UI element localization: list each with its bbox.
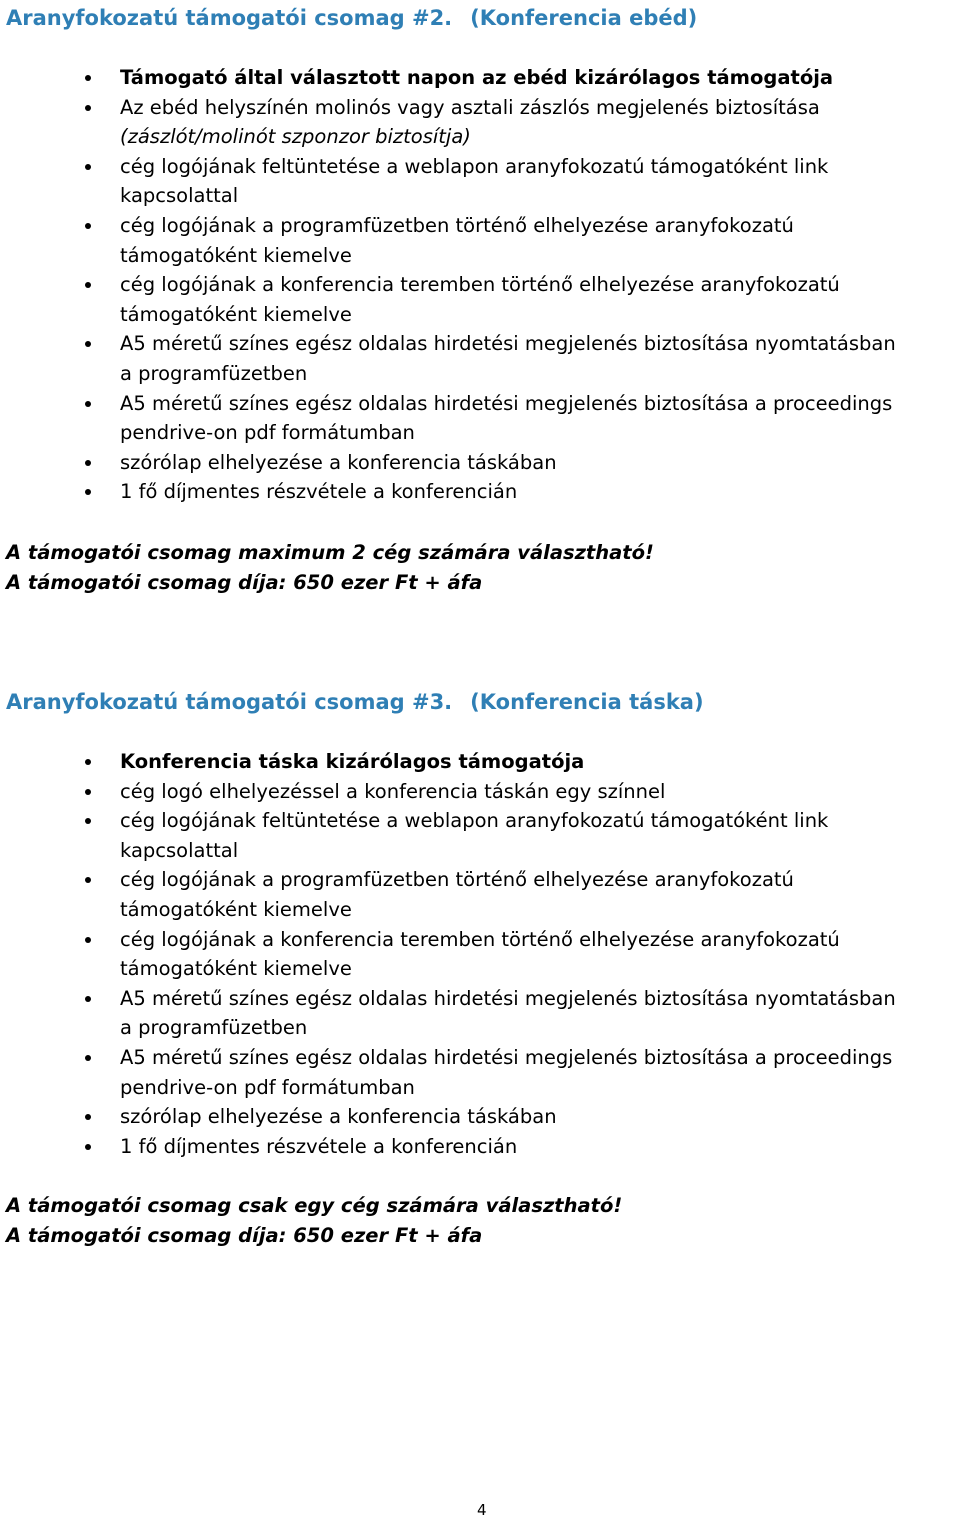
list-item: [0, 1102, 960, 1132]
benefit-list: [0, 747, 960, 1161]
list-item-text-cont: a programfüzetben: [120, 361, 308, 385]
list-item-text: 1 fő díjmentes részvétele a konferencián: [120, 480, 518, 504]
list-item-text-cont: kapcsolattal: [120, 838, 239, 862]
package-heading: [6, 2, 697, 34]
list-item: [0, 477, 960, 507]
list-item-text: A5 méretű színes egész oldalas hirdetési megjelenés biztosítása a proceedings: [120, 391, 893, 415]
list-item: [0, 270, 960, 329]
list-item-text: A5 méretű színes egész oldalas hirdetési megjelenés biztosítása nyomtatásban: [120, 332, 896, 356]
availability-note: A támogatói csomag maximum 2 cég számára választható!: [6, 541, 654, 564]
list-item-note: (zászlót/molinót szponzor biztosítja): [120, 125, 471, 149]
bullet-icon: [85, 1055, 91, 1061]
list-item-text: cég logó elhelyezéssel a konferencia táskán egy színnel: [120, 779, 666, 803]
list-item: [0, 1132, 960, 1162]
list-item-text: 1 fő díjmentes részvétele a konferencián: [120, 1134, 518, 1158]
benefit-list: [0, 63, 960, 507]
list-item-text: Konferencia táska kizárólagos támogatója: [120, 750, 585, 773]
list-item-text: cég logójának a programfüzetben történő elhelyezése aranyfokozatú: [120, 213, 794, 237]
list-item: [0, 152, 960, 211]
bullet-icon: [85, 1114, 91, 1120]
bullet-icon: [85, 789, 91, 795]
bullet-icon: [85, 223, 91, 229]
price-note: A támogatói csomag díja: 650 ezer Ft + áfa: [6, 1223, 483, 1247]
list-item-text: cég logójának feltüntetése a weblapon aranyfokozatú támogatóként link: [120, 809, 829, 833]
bullet-icon: [85, 818, 91, 824]
package-title: Aranyfokozatú támogatói csomag #2.: [6, 6, 453, 30]
list-item-text-cont: támogatóként kiemelve: [120, 897, 352, 921]
list-item: [0, 984, 960, 1043]
bullet-icon: [85, 401, 91, 407]
bullet-icon: [85, 460, 91, 466]
bullet-icon: [85, 1144, 91, 1150]
bullet-icon: [85, 877, 91, 883]
package-title: Aranyfokozatú támogatói csomag #3.: [6, 690, 453, 714]
list-item-text: Támogató által választott napon az ebéd kizárólagos támogatója: [120, 66, 834, 89]
list-item: [0, 211, 960, 270]
list-item-text: A5 méretű színes egész oldalas hirdetési megjelenés biztosítása a proceedings: [120, 1045, 893, 1069]
list-item-text-cont: támogatóként kiemelve: [120, 243, 352, 267]
list-item-text: cég logójának a konferencia teremben történő elhelyezése aranyfokozatú: [120, 273, 840, 297]
bullet-icon: [85, 164, 91, 170]
list-item-text: A5 méretű színes egész oldalas hirdetési megjelenés biztosítása nyomtatásban: [120, 986, 896, 1010]
bullet-icon: [85, 282, 91, 288]
list-item-text-cont: pendrive-on pdf formátumban: [120, 421, 415, 445]
list-item: [0, 865, 960, 924]
list-item-text: Az ebéd helyszínén molinós vagy asztali zászlós megjelenés biztosítása: [120, 95, 820, 119]
list-item: [0, 93, 960, 152]
list-item-text-cont: támogatóként kiemelve: [120, 302, 352, 326]
bullet-icon: [85, 937, 91, 943]
list-item-text-cont: kapcsolattal: [120, 184, 239, 208]
price-note: A támogatói csomag díja: 650 ezer Ft + áfa: [6, 570, 483, 594]
bullet-icon: [85, 341, 91, 347]
list-item-text-cont: pendrive-on pdf formátumban: [120, 1075, 415, 1099]
package-subtitle: (Konferencia ebéd): [470, 6, 698, 30]
list-item-text: szórólap elhelyezése a konferencia táskában: [120, 450, 557, 474]
bullet-icon: [85, 489, 91, 495]
list-item: [0, 389, 960, 448]
list-item: [0, 777, 960, 807]
list-item-text: cég logójának a konferencia teremben történő elhelyezése aranyfokozatú: [120, 927, 840, 951]
page-number: 4: [477, 1501, 487, 1519]
list-item-text-cont: a programfüzetben: [120, 1016, 308, 1040]
list-item: [0, 747, 960, 777]
list-item: [0, 448, 960, 478]
bullet-icon: [85, 759, 91, 765]
list-item: [0, 925, 960, 984]
package-notes: [6, 1191, 622, 1250]
list-item-text: cég logójának feltüntetése a weblapon aranyfokozatú támogatóként link: [120, 154, 829, 178]
list-item-text-cont: támogatóként kiemelve: [120, 957, 352, 981]
package-subtitle: (Konferencia táska): [470, 690, 704, 714]
list-item: [0, 1043, 960, 1102]
package-notes: [6, 538, 654, 597]
list-item: [0, 329, 960, 388]
list-item: [0, 806, 960, 865]
package-heading: [6, 686, 704, 718]
list-item-text: szórólap elhelyezése a konferencia táskában: [120, 1105, 557, 1129]
bullet-icon: [85, 75, 91, 81]
availability-note: A támogatói csomag csak egy cég számára választható!: [6, 1194, 623, 1217]
bullet-icon: [85, 996, 91, 1002]
bullet-icon: [85, 105, 91, 111]
list-item-text: cég logójának a programfüzetben történő elhelyezése aranyfokozatú: [120, 868, 794, 892]
list-item: [0, 63, 960, 93]
